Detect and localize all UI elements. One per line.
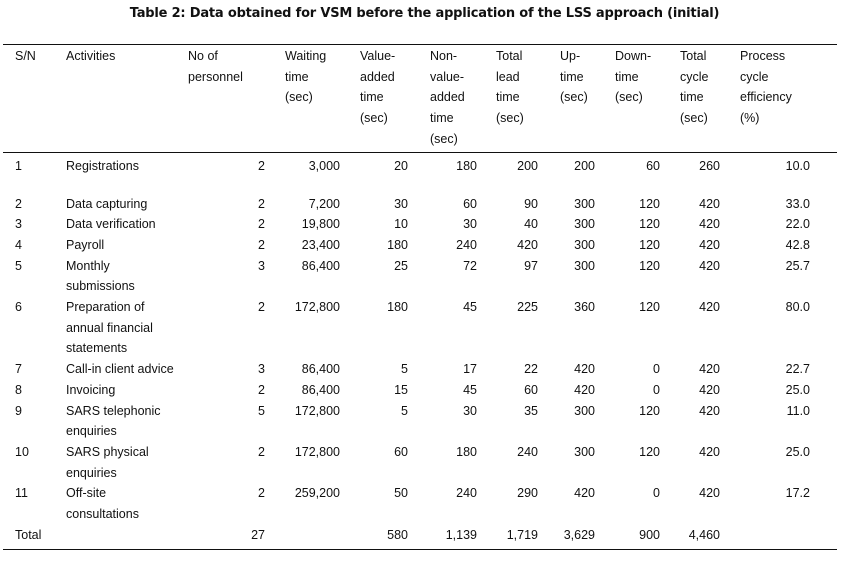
lead-time-cell: 290	[517, 486, 538, 501]
up-time-cell: 360	[574, 300, 595, 315]
up-time-cell: 420	[574, 486, 595, 501]
non-value-added-cell: 180	[456, 444, 477, 459]
pce-cell: 17.2	[785, 486, 810, 501]
table-row	[3, 256, 837, 297]
header-text: Total	[680, 49, 707, 63]
activity-cell: Payroll	[66, 237, 105, 252]
sn-cell: 8	[15, 382, 22, 397]
activity-cell: SARS physical enquiries	[66, 444, 149, 480]
header-text: time	[680, 90, 704, 105]
personnel-cell: 2	[258, 382, 265, 397]
value-added-cell: 15	[394, 382, 408, 397]
header-text: Process	[740, 49, 786, 63]
pce-cell: 10.0	[785, 158, 810, 173]
cycle-time-cell: 420	[699, 486, 720, 501]
waiting-time-cell: 86,400	[301, 382, 340, 397]
header-text: value-	[430, 69, 465, 84]
value-added-cell: 25	[394, 258, 408, 273]
personnel-cell: 3	[258, 258, 265, 273]
sn-cell: 7	[15, 362, 22, 377]
lead-time-cell: 60	[524, 382, 538, 397]
table-row	[3, 483, 837, 524]
table-row	[3, 442, 837, 483]
down-time-cell: 120	[639, 258, 660, 273]
activity-cell: Monthly submissions	[66, 258, 135, 294]
sn-cell: 6	[15, 300, 22, 315]
lead-time-cell: 97	[524, 258, 538, 273]
column-header-up-time	[548, 45, 605, 153]
table-row	[3, 297, 837, 359]
personnel-cell: 2	[258, 158, 265, 173]
down-time-cell: 120	[639, 196, 660, 211]
waiting-time-cell: 19,800	[301, 217, 340, 232]
up-time-cell: 420	[574, 362, 595, 377]
total-waiting-time-cell	[275, 525, 350, 550]
value-added-cell: 180	[387, 237, 408, 252]
lead-time-cell: 240	[517, 444, 538, 459]
activity-cell: Data capturing	[66, 196, 148, 211]
total-cycle-time-cell: 4,460	[688, 527, 720, 542]
sn-cell: 1	[15, 158, 22, 173]
up-time-cell: 300	[574, 217, 595, 232]
cycle-time-cell: 420	[699, 300, 720, 315]
total-pce-cell	[730, 525, 837, 550]
total-label: Total	[15, 527, 42, 542]
table-body	[3, 152, 837, 550]
up-time-cell: 420	[574, 382, 595, 397]
total-down-time-cell: 900	[639, 527, 660, 542]
lead-time-cell: 40	[524, 217, 538, 232]
personnel-cell: 2	[258, 196, 265, 211]
up-time-cell: 300	[574, 237, 595, 252]
activity-cell: Call-in client advice	[66, 362, 174, 377]
non-value-added-cell: 72	[463, 258, 477, 273]
personnel-cell: 2	[258, 237, 265, 252]
column-header-down-time	[605, 45, 670, 153]
table-row	[3, 152, 837, 194]
total-activity-cell	[60, 525, 180, 550]
personnel-cell: 2	[258, 486, 265, 501]
down-time-cell: 120	[639, 403, 660, 418]
down-time-cell: 0	[653, 486, 660, 501]
header-text: time	[360, 90, 384, 105]
waiting-time-cell: 86,400	[301, 258, 340, 273]
cycle-time-cell: 260	[699, 158, 720, 173]
total-row	[3, 525, 837, 550]
header-text: (sec)	[285, 90, 313, 105]
column-header-value-added-time	[350, 45, 418, 153]
lead-time-cell: 225	[517, 300, 538, 315]
down-time-cell: 0	[653, 362, 660, 377]
lead-time-cell: 420	[517, 237, 538, 252]
waiting-time-cell: 7,200	[308, 196, 340, 211]
waiting-time-cell: 23,400	[301, 237, 340, 252]
total-value-added-cell: 580	[387, 527, 408, 542]
column-header-waiting-time	[275, 45, 350, 153]
lead-time-cell: 90	[524, 196, 538, 211]
value-added-cell: 20	[394, 158, 408, 173]
non-value-added-cell: 30	[463, 217, 477, 232]
waiting-time-cell: 172,800	[294, 403, 340, 418]
total-up-time-cell: 3,629	[563, 527, 595, 542]
header-text: (sec)	[496, 111, 524, 126]
header-text: (sec)	[615, 90, 643, 105]
up-time-cell: 200	[574, 158, 595, 173]
cycle-time-cell: 420	[699, 382, 720, 397]
table-row	[3, 194, 837, 215]
header-text: time	[615, 69, 639, 84]
header-text: Waiting	[285, 49, 327, 63]
header-text: No of	[188, 49, 218, 63]
cycle-time-cell: 420	[699, 362, 720, 377]
non-value-added-cell: 240	[456, 237, 477, 252]
table-title: Table 2: Data obtained for VSM before the application of the LSS approach (initial)	[129, 6, 720, 21]
sn-cell: 5	[15, 258, 22, 273]
cycle-time-cell: 420	[699, 196, 720, 211]
pce-cell: 33.0	[785, 196, 810, 211]
sn-cell: 10	[15, 444, 29, 459]
lead-time-cell: 35	[524, 403, 538, 418]
header-text: added	[360, 69, 395, 84]
activity-cell: Off-site consultations	[66, 486, 139, 522]
pce-cell: 42.8	[785, 237, 810, 252]
sn-cell: 9	[15, 403, 22, 418]
header-text: (sec)	[560, 90, 588, 105]
activity-cell: Data verification	[66, 217, 156, 232]
header-text: Down-	[615, 49, 652, 63]
cycle-time-cell: 420	[699, 444, 720, 459]
personnel-cell: 2	[258, 217, 265, 232]
header-text: cycle	[680, 69, 709, 84]
header-text: time	[430, 111, 454, 126]
column-header-non-value-added-time	[418, 45, 487, 153]
header-text: Activities	[66, 49, 116, 63]
sn-cell: 3	[15, 217, 22, 232]
column-header-process-cycle-efficiency	[730, 45, 837, 153]
column-header-total-lead-time	[487, 45, 548, 153]
waiting-time-cell: 172,800	[294, 300, 340, 315]
header-text: (sec)	[360, 111, 388, 126]
cycle-time-cell: 420	[699, 258, 720, 273]
personnel-cell: 2	[258, 300, 265, 315]
header-text: lead	[496, 69, 520, 84]
sn-cell: 11	[15, 486, 28, 501]
down-time-cell: 0	[653, 382, 660, 397]
non-value-added-cell: 240	[456, 486, 477, 501]
header-text: cycle	[740, 69, 769, 84]
cycle-time-cell: 420	[699, 403, 720, 418]
non-value-added-cell: 60	[463, 196, 477, 211]
waiting-time-cell: 172,800	[294, 444, 340, 459]
value-added-cell: 180	[387, 300, 408, 315]
down-time-cell: 120	[639, 444, 660, 459]
pce-cell: 22.7	[785, 362, 810, 377]
header-text: Up-	[560, 49, 581, 63]
header-text: (%)	[740, 111, 760, 126]
up-time-cell: 300	[574, 196, 595, 211]
table-row	[3, 359, 837, 380]
header-text: Value-	[360, 49, 396, 63]
pce-cell: 11.0	[786, 403, 810, 418]
total-lead-time-cell: 1,719	[506, 527, 538, 542]
vsm-data-table	[3, 44, 837, 550]
value-added-cell: 50	[394, 486, 408, 501]
activity-cell: Invoicing	[66, 382, 116, 397]
non-value-added-cell: 45	[463, 382, 477, 397]
header-text: Non-	[430, 49, 458, 63]
column-header-activities	[60, 45, 180, 153]
table-header-row	[3, 45, 837, 153]
value-added-cell: 5	[401, 403, 408, 418]
cycle-time-cell: 420	[699, 237, 720, 252]
header-text: (sec)	[680, 111, 708, 126]
activity-cell: Registrations	[66, 158, 139, 173]
table-row	[3, 401, 837, 442]
up-time-cell: 300	[574, 258, 595, 273]
value-added-cell: 60	[394, 444, 408, 459]
column-header-sn	[3, 45, 60, 153]
header-text: time	[285, 69, 309, 84]
waiting-time-cell: 3,000	[308, 158, 340, 173]
lead-time-cell: 22	[524, 362, 538, 377]
non-value-added-cell: 180	[456, 158, 477, 173]
header-text: efficiency	[740, 90, 792, 105]
pce-cell: 25.0	[785, 444, 810, 459]
pce-cell: 80.0	[785, 300, 810, 315]
table-row	[3, 380, 837, 401]
column-header-total-cycle-time	[670, 45, 730, 153]
header-text: Total	[496, 49, 523, 63]
value-added-cell: 5	[401, 362, 408, 377]
down-time-cell: 60	[646, 158, 660, 173]
cycle-time-cell: 420	[699, 217, 720, 232]
pce-cell: 25.7	[785, 258, 810, 273]
waiting-time-cell: 259,200	[294, 486, 340, 501]
sn-cell: 2	[15, 196, 22, 211]
up-time-cell: 300	[574, 403, 595, 418]
header-text: personnel	[188, 69, 243, 84]
personnel-cell: 5	[258, 403, 265, 418]
lead-time-cell: 200	[517, 158, 538, 173]
down-time-cell: 120	[639, 237, 660, 252]
waiting-time-cell: 86,400	[301, 362, 340, 377]
value-added-cell: 10	[394, 217, 408, 232]
activity-cell: Preparation of annual financial statements	[66, 300, 153, 356]
header-text: (sec)	[430, 131, 458, 146]
value-added-cell: 30	[394, 196, 408, 211]
header-text: time	[560, 69, 584, 84]
non-value-added-cell: 45	[463, 300, 477, 315]
total-non-value-added-cell: 1,139	[445, 527, 477, 542]
pce-cell: 25.0	[785, 382, 810, 397]
table-row	[3, 235, 837, 256]
table-row	[3, 214, 837, 235]
header-text: time	[496, 90, 520, 105]
non-value-added-cell: 17	[463, 362, 477, 377]
header-text: S/N	[15, 49, 36, 63]
personnel-cell: 3	[258, 362, 265, 377]
sn-cell: 4	[15, 237, 22, 252]
down-time-cell: 120	[639, 300, 660, 315]
column-header-personnel	[180, 45, 275, 153]
header-text: added	[430, 90, 465, 105]
pce-cell: 22.0	[785, 217, 810, 232]
personnel-cell: 2	[258, 444, 265, 459]
up-time-cell: 300	[574, 444, 595, 459]
down-time-cell: 120	[639, 217, 660, 232]
total-personnel-cell: 27	[251, 527, 265, 542]
activity-cell: SARS telephonic enquiries	[66, 403, 161, 439]
non-value-added-cell: 30	[463, 403, 477, 418]
